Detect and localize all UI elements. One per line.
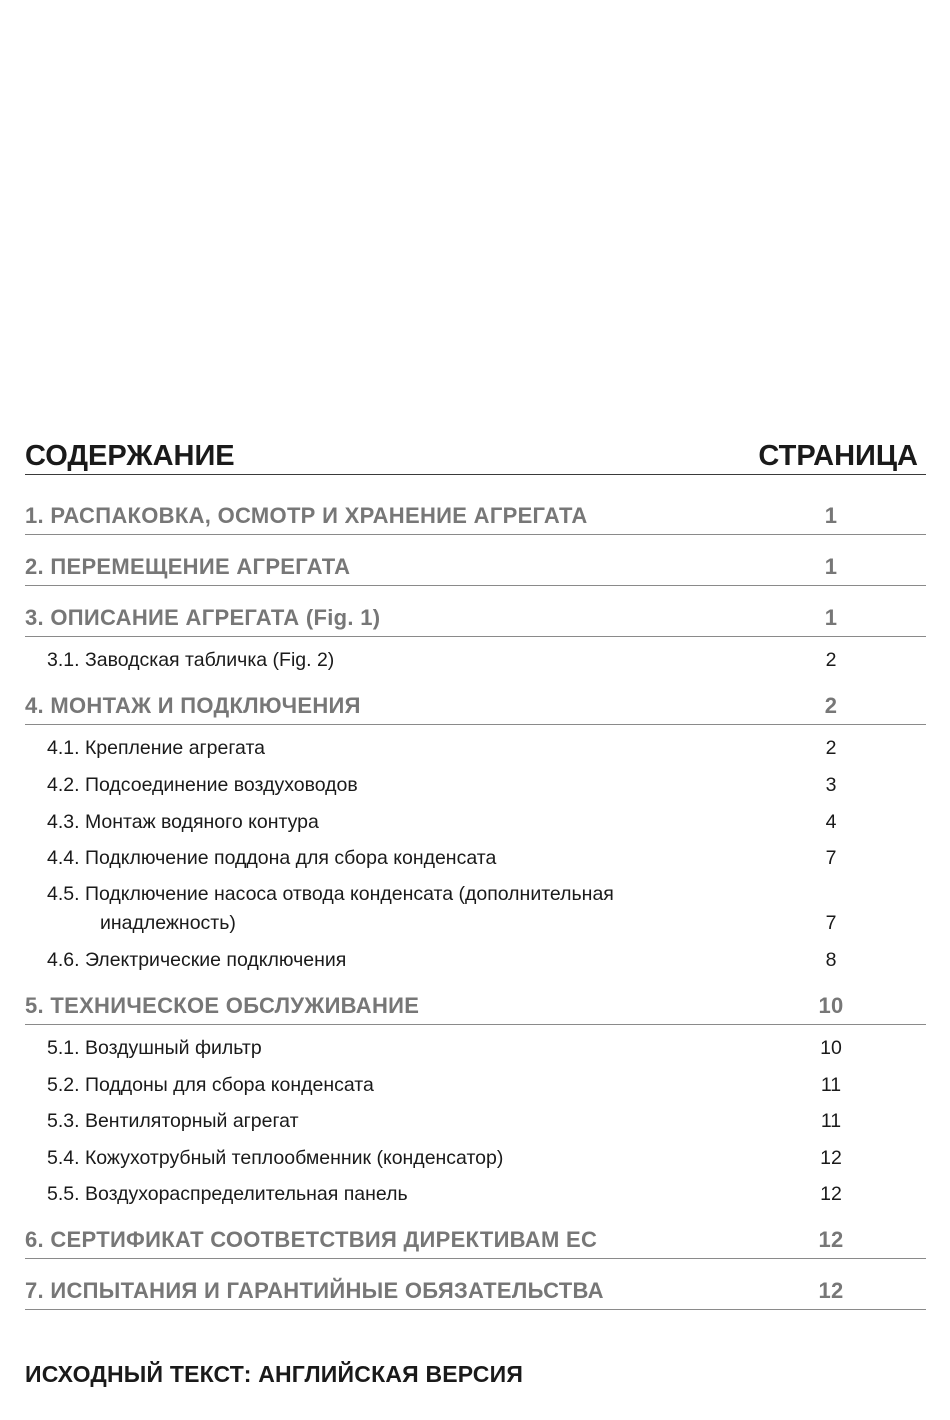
toc-subsection-5-3[interactable] — [25, 1106, 926, 1136]
toc-section-page: 12 — [818, 1227, 844, 1252]
toc-section-label: 2. ПЕРЕМЕЩЕНИЕ АГРЕГАТА — [25, 554, 351, 579]
toc-section-page: 1 — [824, 554, 838, 579]
toc-section-label: 7. ИСПЫТАНИЯ И ГАРАНТИЙНЫЕ ОБЯЗАТЕЛЬСТВА — [25, 1278, 604, 1303]
toc-subsection-label: 4.6. Электрические подключения — [47, 949, 347, 971]
toc-section-7[interactable] — [25, 1273, 926, 1310]
toc-section-4[interactable] — [25, 688, 926, 725]
toc-section-page: 1 — [824, 503, 838, 528]
toc-subsection-5-4[interactable] — [25, 1143, 926, 1173]
toc-subsection-4-4[interactable] — [25, 843, 926, 873]
toc-subsection-label: 5.1. Воздушный фильтр — [47, 1037, 262, 1059]
toc-section-2[interactable] — [25, 549, 926, 586]
toc-subsection-page: 2 — [825, 737, 837, 759]
toc-subsection-page: 10 — [820, 1037, 842, 1059]
toc-subsection-label: 4.1. Крепление агрегата — [47, 737, 266, 759]
toc-subsection-4-2[interactable] — [25, 770, 926, 800]
toc-section-page: 10 — [818, 993, 844, 1018]
toc-subsection-page: 12 — [820, 1147, 842, 1169]
toc-subsection-4-5[interactable] — [25, 879, 926, 941]
source-text-note: ИСХОДНЫЙ ТЕКСТ: АНГЛИЙСКАЯ ВЕРСИЯ — [25, 1361, 524, 1387]
toc-subsection-label: 4.4. Подключение поддона для сбора конденсата — [47, 847, 497, 869]
toc-subsection-label: 3.1. Заводская табличка (Fig. 2) — [47, 649, 335, 671]
toc-subsection-label: 5.4. Кожухотрубный теплообменник (конденсатор) — [47, 1147, 504, 1169]
toc-subsection-4-3[interactable] — [25, 807, 926, 837]
toc-subsection-5-5[interactable] — [25, 1179, 926, 1209]
toc-subsection-page: 4 — [825, 811, 837, 833]
toc-subsection-label: 5.3. Вентиляторный агрегат — [47, 1110, 299, 1132]
toc-section-label: 5. ТЕХНИЧЕСКОЕ ОБСЛУЖИВАНИЕ — [25, 993, 420, 1018]
toc-section-label: 6. СЕРТИФИКАТ СООТВЕТСТВИЯ ДИРЕКТИВАМ ЕС — [25, 1227, 598, 1252]
toc-section-3[interactable] — [25, 600, 926, 637]
toc-section-5[interactable] — [25, 988, 926, 1025]
toc-subsection-page: 7 — [825, 847, 837, 869]
toc-section-page: 12 — [818, 1278, 844, 1303]
toc-header — [25, 438, 926, 475]
toc-section-page: 2 — [824, 693, 838, 718]
toc-subsection-page: 11 — [820, 1110, 842, 1132]
toc-subsection-label: 4.2. Подсоединение воздуховодов — [47, 774, 358, 796]
toc-subsection-page: 12 — [820, 1183, 842, 1205]
toc-section-label: 1. РАСПАКОВКА, ОСМОТР И ХРАНЕНИЕ АГРЕГАТА — [25, 503, 588, 528]
toc-subsection-label: 4.3. Монтаж водяного контура — [47, 811, 319, 833]
toc-section-label: 3. ОПИСАНИЕ АГРЕГАТА (Fig. 1) — [25, 605, 381, 630]
toc-subsection-4-1[interactable] — [25, 733, 926, 763]
toc-subsection-page: 2 — [825, 649, 837, 671]
toc-title: СОДЕРЖАНИЕ — [25, 440, 235, 472]
toc-subsection-label: 5.2. Поддоны для сбора конденсата — [47, 1074, 374, 1096]
toc-subsection-3-1[interactable] — [25, 645, 926, 675]
toc-subsection-5-1[interactable] — [25, 1033, 926, 1063]
toc-subsection-page: 8 — [825, 949, 837, 971]
page-column-title: СТРАНИЦА — [758, 440, 918, 472]
toc-subsection-page: 3 — [825, 774, 837, 796]
toc-section-1[interactable] — [25, 498, 926, 535]
toc-subsection-label: 5.5. Воздухораспределительная панель — [47, 1183, 408, 1205]
toc-subsection-page: 7 — [825, 912, 837, 934]
toc-subsection-5-2[interactable] — [25, 1070, 926, 1100]
toc-subsection-label: 4.5. Подключение насоса отвода конденсата (дополнительная — [47, 883, 614, 905]
toc-subsection-4-6[interactable] — [25, 945, 926, 975]
toc-subsection-label-cont: инадлежность) — [100, 912, 236, 934]
toc-section-label: 4. МОНТАЖ И ПОДКЛЮЧЕНИЯ — [25, 693, 361, 718]
toc-section-page: 1 — [824, 605, 838, 630]
toc-subsection-page: 11 — [820, 1074, 842, 1096]
toc-section-6[interactable] — [25, 1222, 926, 1259]
